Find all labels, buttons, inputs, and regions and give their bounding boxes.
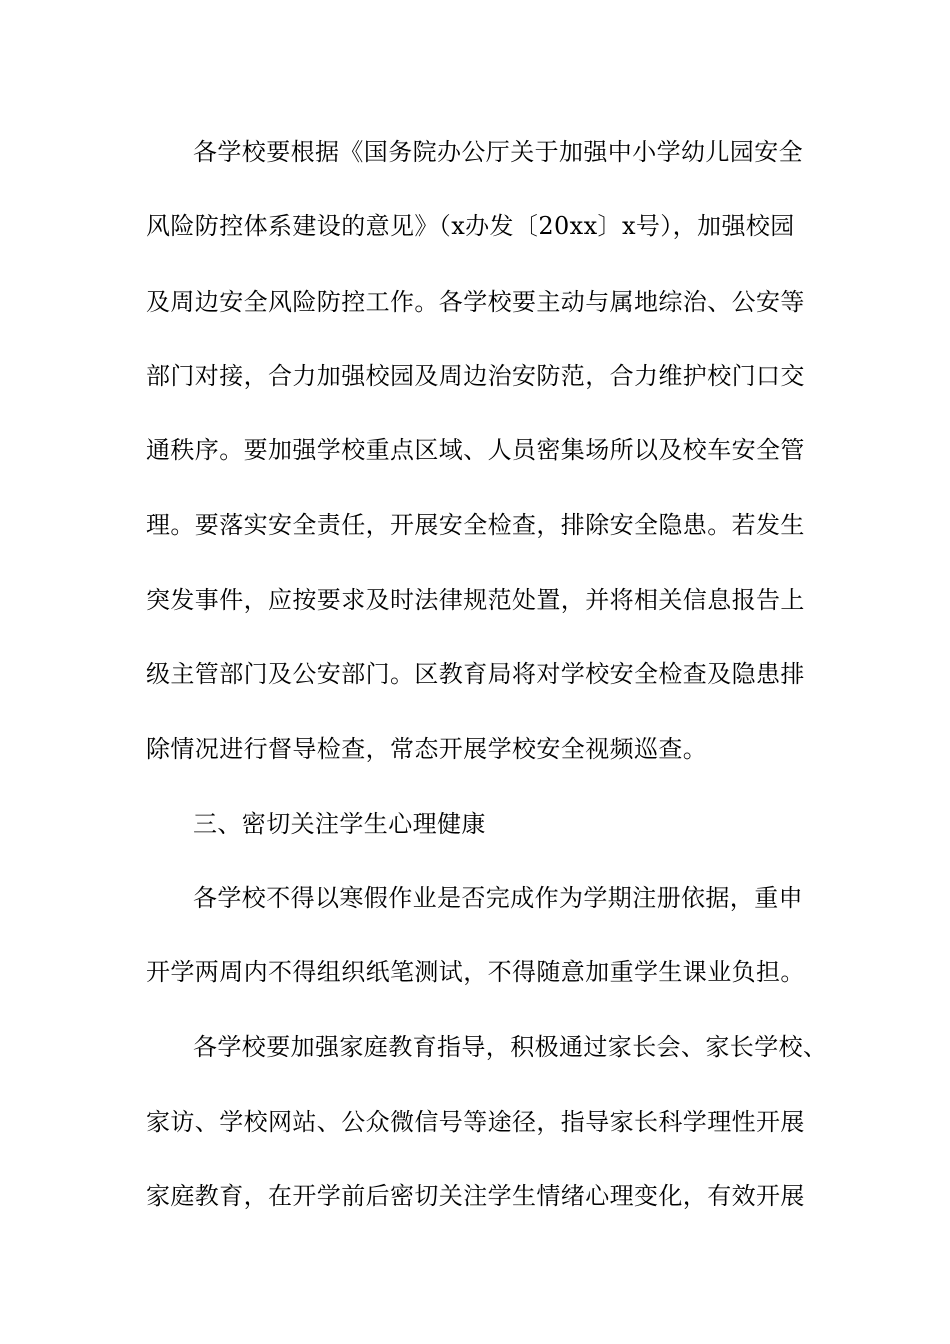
section-heading: 三、密切关注学生心理健康 xyxy=(193,810,486,838)
paragraph-1-line-1: 各学校要根据《国务院办公厅关于加强中小学幼儿园安全 xyxy=(193,138,803,166)
paragraph-1-line-6: 理。要落实安全责任，开展安全检查，排除安全隐患。若发生 xyxy=(146,511,805,539)
paragraph-3-line-1: 各学校要加强家庭教育指导，积极通过家长会、家长学校、 xyxy=(193,1033,828,1061)
paragraph-2-line-1: 各学校不得以寒假作业是否完成作为学期注册依据，重申 xyxy=(193,884,803,912)
paragraph-3-line-2: 家访、学校网站、公众微信号等途径，指导家长科学理性开展 xyxy=(146,1108,805,1136)
paragraph-1-line-2: 风险防控体系建设的意见》（x办发〔20xx〕x号），加强校园 xyxy=(146,212,795,240)
paragraph-1-line-3: 及周边安全风险防控工作。各学校要主动与属地综治、公安等 xyxy=(146,288,805,316)
paragraph-1-line-8: 级主管部门及公安部门。区教育局将对学校安全检查及隐患排 xyxy=(146,660,805,688)
paragraph-2-line-2: 开学两周内不得组织纸笔测试，不得随意加重学生课业负担。 xyxy=(146,958,805,986)
paragraph-1-line-9: 除情况进行督导检查，常态开展学校安全视频巡查。 xyxy=(146,735,708,763)
paragraph-1-line-4: 部门对接，合力加强校园及周边治安防范，合力维护校门口交 xyxy=(146,362,805,390)
paragraph-1-line-5: 通秩序。要加强学校重点区域、人员密集场所以及校车安全管 xyxy=(146,436,805,464)
paragraph-3-line-3: 家庭教育，在开学前后密切关注学生情绪心理变化，有效开展 xyxy=(146,1182,805,1210)
paragraph-1-line-7: 突发事件，应按要求及时法律规范处置，并将相关信息报告上 xyxy=(146,586,805,614)
